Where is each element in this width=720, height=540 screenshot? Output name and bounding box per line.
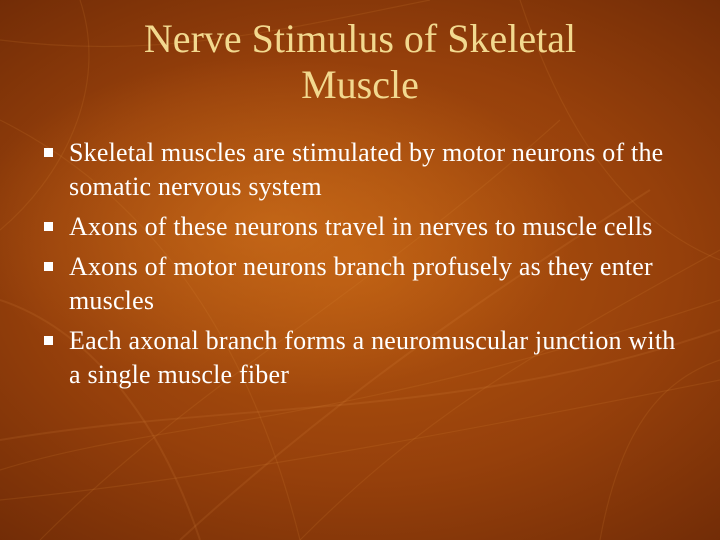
square-bullet-icon xyxy=(44,336,53,345)
bullet-text: Axons of motor neurons branch profusely as they enter muscles xyxy=(69,252,653,315)
bullet-item xyxy=(40,210,680,244)
bullet-item xyxy=(40,324,680,392)
bullet-text: Skeletal muscles are stimulated by motor neurons of the somatic nervous system xyxy=(69,138,664,201)
slide-title xyxy=(40,16,680,108)
bullet-text: Axons of these neurons travel in nerves to muscle cells xyxy=(69,212,653,241)
bullet-list xyxy=(40,136,680,398)
bullet-item xyxy=(40,136,680,204)
bullet-text: Each axonal branch forms a neuromuscular junction with a single muscle fiber xyxy=(69,326,676,389)
square-bullet-icon xyxy=(44,148,53,157)
slide-title-line-2: Muscle xyxy=(301,62,419,107)
square-bullet-icon xyxy=(44,262,53,271)
bullet-item xyxy=(40,250,680,318)
square-bullet-icon xyxy=(44,222,53,231)
slide-title-line-1: Nerve Stimulus of Skeletal xyxy=(143,16,577,61)
